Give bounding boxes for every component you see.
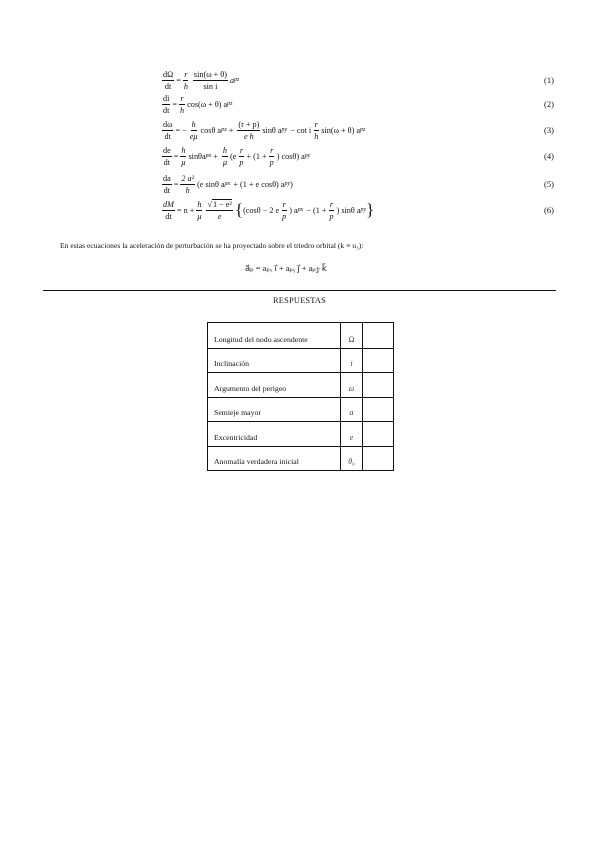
equation-perigee-rate: $\frac{d\omega}{dt}$ = − $\frac{h}{e\mu}$ cosθ a px + $\frac{(r + p)}{\text{e h}}$ sinθ a py − cot i $\frac{r}{h}$ sin(ω + θ) a pz (3) [163,119,554,141]
equation-number: (4) [544,151,554,161]
equation-number: (6) [544,205,554,215]
equation-number: (2) [544,99,554,109]
equation-number: (3) [544,125,554,135]
table-row [208,397,393,422]
answer-cell[interactable] [362,422,393,446]
answer-cell[interactable] [362,398,393,422]
equation-node-rate: $\frac{d\Omega}{dt}$ = $\frac{r}{h}$ $\frac{\sin(\omega + \theta)}{\text{sin i}}$ a pz (1) [163,69,554,91]
section-divider [43,290,556,291]
row-label: Longitud del nodo ascendente [214,334,308,344]
table-row [208,348,393,373]
row-symbol: ω [340,373,362,397]
answers-heading: RESPUESTAS [273,296,326,305]
lhs-fraction: $\frac{d\Omega}{dt}$ [163,69,174,91]
table-row [208,323,393,348]
row-symbol: i [340,349,362,373]
acceleration-equation: a⃗ₚ = aₚₓ i⃗ + aₚᵧ j⃗ + aₚ𝓏 k⃗ [245,264,327,273]
equation-inclination-rate: $\frac{di}{dt}$ = $\frac{r}{h}$ cos(ω + θ) a pz (2) [163,93,554,115]
answer-cell[interactable] [362,323,393,348]
row-label: Anomalía verdadera inicial [214,457,299,466]
answers-table [207,322,394,471]
answer-cell[interactable] [362,447,393,471]
row-label: Excentricidad [214,432,258,442]
row-label: Inclinación [214,359,250,368]
projection-paragraph: En estas ecuaciones la aceleración de perturbación se ha proyectado sobre el triedro orbital (k ≡ u₃): [60,241,364,250]
row-symbol: a [340,398,362,422]
equation-eccentricity-rate: $\frac{de}{dt}$ = $\frac{h}{\mu}$ sinθa px + $\frac{h}{\mu}$ (e $\frac{r}{p}$ + (1 + $\frac{r}{p}$ ) cosθ) a py (4) [163,145,554,167]
table-row [208,372,393,397]
answer-cell[interactable] [362,373,393,397]
equation-number: (1) [544,75,554,85]
equation-semimajor-rate: $\frac{da}{dt}$ = $\frac{\text{2 a²}}{h}$ (e sinθ a px + (1 + e cosθ) a py ) (5) [163,173,554,195]
row-symbol: θ₀ [340,447,362,471]
row-label: Semieje mayor [214,408,261,417]
equation-number: (5) [544,179,554,189]
table-row [208,446,393,471]
table-row [208,421,393,446]
equation-mean-anomaly-rate: $\frac{dM}{dt}$ = n + $\frac{h}{\mu}$ $\frac{\text{√1 − e²}}{e}$ { (cosθ − 2 e $\frac{r}{p}$ ) a px − (1 + $\frac{r}{p}$ ) sinθ a py } (6) [163,199,554,221]
row-symbol: e [340,422,362,446]
row-label: Argumento del perigeo [214,383,287,393]
answer-cell[interactable] [362,349,393,373]
row-symbol: Ω [340,323,362,348]
